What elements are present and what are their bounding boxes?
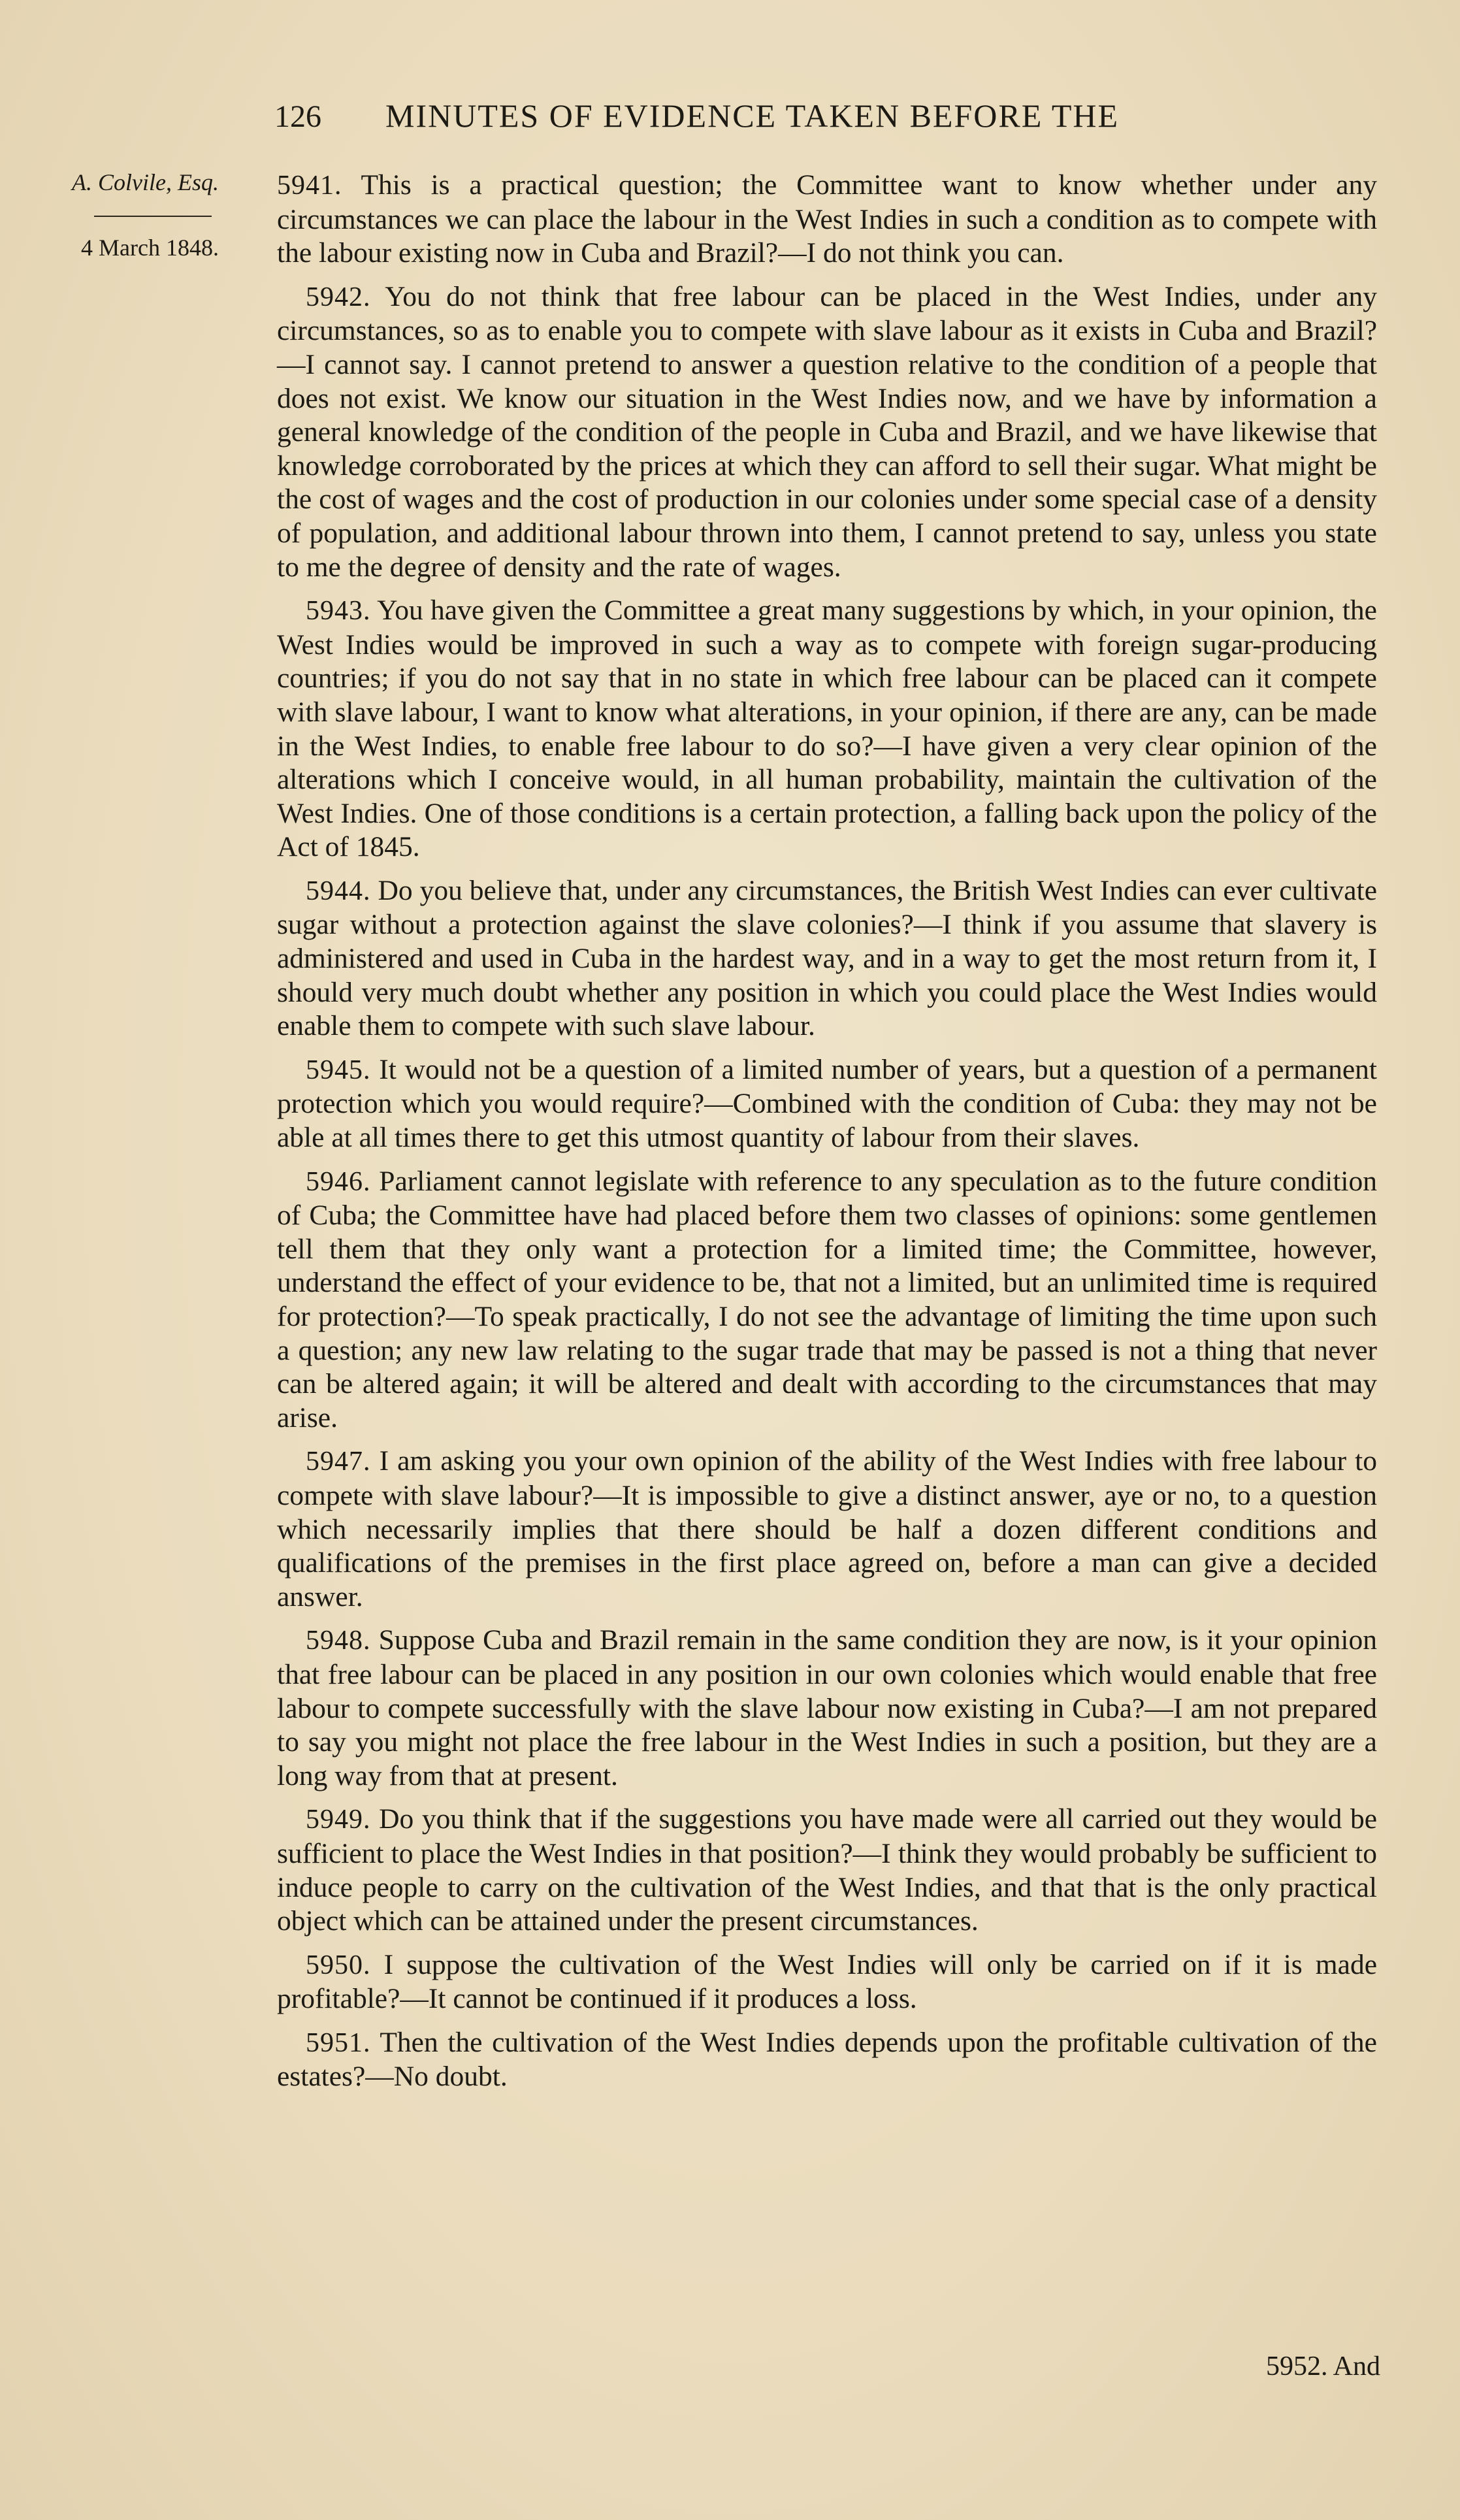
witness-name: A. Colvile, Esq.: [72, 169, 219, 195]
question-paragraph: [277, 2026, 1377, 2094]
question-number: 5942.: [306, 282, 371, 312]
question-paragraph: [277, 169, 1377, 270]
question-text: Suppose Cuba and Brazil remain in the same condition they are now, is it your opinion that free labour can be placed in any position in our own colonies which would enable that free labour to compete successfully with the slave labour now existing in Cuba?—I am not prepared to say you might not place the free labour in the West Indies in such a position, but they are a long way from that at present.: [277, 1624, 1378, 1792]
question-paragraph: [277, 280, 1377, 584]
running-head: [274, 97, 1228, 149]
question-paragraph: [277, 1445, 1377, 1614]
question-number: 5946.: [306, 1166, 371, 1197]
question-text: I suppose the cultivation of the West Indies will only be carried on if it is made profitable?—It cannot be continued if it produces a loss.: [277, 1948, 1378, 2015]
header-title: MINUTES OF EVIDENCE TAKEN BEFORE THE: [385, 97, 1120, 134]
question-paragraph: [277, 874, 1377, 1043]
question-paragraph: [277, 1053, 1377, 1155]
catchword: 5952. And: [1265, 2351, 1380, 2381]
question-text: I am asking you your own opinion of the ability of the West Indies with free labour to compete with slave labour?—It is impossible to give a distinct answer, aye or no, to a question which necessarily implies that there should be half a dozen different conditions and qualifications of the premises in the first place agreed on, before a man can give a decided answer.: [277, 1445, 1378, 1612]
margin-note: [72, 169, 242, 261]
question-number: 5945.: [306, 1055, 371, 1085]
question-text: Then the cultivation of the West Indies depends upon the profitable cultivation of the estates?—No doubt.: [277, 2026, 1377, 2093]
evidence-date: 4 March 1848.: [81, 235, 219, 261]
question-paragraph: [277, 594, 1377, 864]
question-paragraph: [277, 1624, 1377, 1793]
question-text: Do you think that if the suggestions you have made were all carried out they would be sufficient to place the West Indies in that position?—I think they would probably be sufficient to induce people to carry on the cultivation of the West Indies, and that that is the only practical object which can be attained under the present circumstances.: [277, 1803, 1378, 1937]
question-text: This is a practical question; the Committee want to know whether under any circumstances we can place the labour in the West Indies in such a condition as to compete with the labour existing now in Cuba and Brazil?—I do not think you can.: [277, 169, 1377, 269]
question-number: 5950.: [306, 1950, 371, 1980]
question-number: 5944.: [306, 875, 371, 906]
question-text: You have given the Committee a great many suggestions by which, in your opinion, the West Indies would be improved in such a way as to compete with foreign sugar-producing countries; if you do not say that in no state in which free labour can be placed can it compete with slave labour, I want to know what alterations, in your opinion, if there are any, can be made in the West Indies, to enable free labour to do so?—I have given a very clear opinion of the alterations which I conceive would, in all human probability, maintain the cultivation of the West Indies. One of those conditions is a certain protection, a falling back upon the policy of the Act of 1845.: [277, 595, 1377, 863]
question-text: You do not think that free labour can be placed in the West Indies, under any circumstances, so as to enable you to compete with slave labour as it exists in Cuba and Brazil?—I cannot say. I cannot pretend to answer a question relative to the condition of a people that does not exist. We know our situation in the West Indies now, and we have by information a general knowledge of the condition of the people in Cuba and Brazil, and we have likewise that knowledge corroborated by the prices at which they can afford to sell their sugar. What might be the cost of wages and the cost of production in our colonies under some special case of a density of population, and additional labour thrown into them, I cannot pretend to say, unless you state to me the degree of density and the rate of wages.: [277, 280, 1377, 583]
question-number: 5949.: [306, 1805, 371, 1835]
question-text: Do you believe that, under any circumstances, the British West Indies can ever cultivate sugar without a protection against the slave colonies?—I think if you assume that slavery is administered and used in Cuba in the hardest way, and in a way to get the most return from it, I should very much doubt whether any position in which you could place the West Indies would enable them to compete with such slave labour.: [277, 874, 1377, 1042]
question-number: 5941.: [277, 171, 342, 201]
question-number: 5951.: [306, 2027, 371, 2058]
question-paragraph: [277, 1948, 1377, 2016]
question-text: It would not be a question of a limited number of years, but a question of a permanent protection which you would require?—Combined with the condition of Cuba: they may not be able at all times there to get this utmost quantity of labour from their slaves.: [277, 1053, 1378, 1154]
margin-divider: [94, 216, 212, 217]
question-paragraph: [277, 1803, 1377, 1938]
question-number: 5948.: [306, 1626, 371, 1656]
page-number: 126: [274, 99, 321, 134]
question-number: 5943.: [306, 596, 371, 627]
question-paragraph: [277, 1165, 1377, 1435]
question-text: Parliament cannot legislate with reference to any speculation as to the future condition of Cuba; the Committee have had placed before them two classes of opinions: some gentlemen tell them that they only want a protection for a limited time; the Committee, however, understand the effect of your evidence to be, that not a limited, but an unlimited time is required for protection?—To speak practically, I do not see the advantage of limiting the time upon such a question; any new law relating to the sugar trade that may be passed is not a thing that never can be altered again; it will be altered and dealt with according to the circumstances that may arise.: [277, 1165, 1378, 1433]
evidence-text: [277, 169, 1377, 2104]
question-number: 5947.: [306, 1447, 371, 1477]
